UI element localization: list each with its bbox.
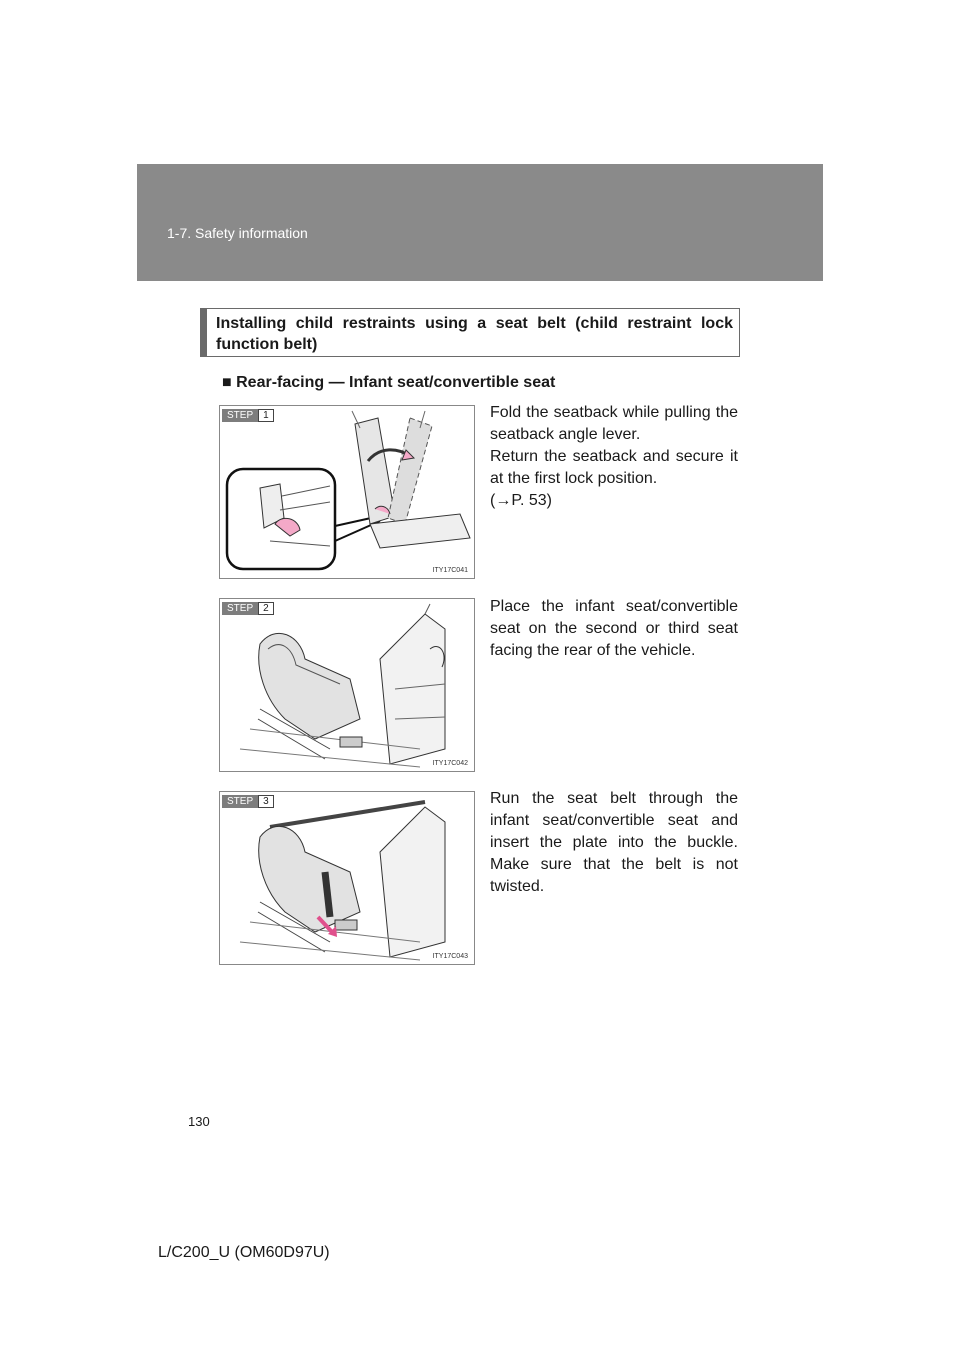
step-number: 2 <box>258 602 274 615</box>
step-1-paragraph: Fold the seatback while pulling the seatback angle lever. <box>490 404 738 443</box>
step-3-paragraph: Run the seat belt through the infant seat/convertible seat and insert the plate into the buckle. Make sure that the belt is not twisted. <box>490 790 738 895</box>
step-label: STEP <box>222 795 258 808</box>
figure-step-2 <box>219 598 475 772</box>
step-number: 1 <box>258 409 274 422</box>
step-2-paragraph: Place the infant seat/convertible seat on the second or third seat facing the rear of the vehicle. <box>490 598 738 659</box>
heading-accent-bar <box>200 309 207 356</box>
section-label: 1-7. Safety information <box>167 225 308 241</box>
step-label: STEP <box>222 602 258 615</box>
step-badge-1 <box>222 409 274 422</box>
step-label: STEP <box>222 409 258 422</box>
figure-code: ITY17C043 <box>432 953 468 960</box>
figure-step-3 <box>219 791 475 965</box>
square-bullet-icon: ■ <box>222 374 232 391</box>
section-heading: Installing child restraints using a seat belt (child restraint lock function belt) <box>216 315 733 353</box>
subheading-text: Rear-facing — Infant seat/convertible seat <box>236 374 556 391</box>
section-heading-box <box>200 308 740 357</box>
infant-seat-placement-illustration <box>220 599 474 771</box>
page-number: 130 <box>188 1114 210 1129</box>
header-band <box>137 164 823 281</box>
figure-code: ITY17C041 <box>432 567 468 574</box>
seat-belt-routing-illustration <box>220 792 474 964</box>
step-number: 3 <box>258 795 274 808</box>
step-1-text <box>490 402 738 512</box>
step-2-text <box>490 596 738 662</box>
subheading <box>222 374 555 392</box>
document-code: L/C200_U (OM60D97U) <box>158 1244 330 1261</box>
step-badge-2 <box>222 602 274 615</box>
step-3-text <box>490 788 738 898</box>
step-1-paragraph: Return the seatback and secure it at the first lock position. <box>490 448 738 487</box>
seatback-fold-illustration <box>220 406 474 578</box>
step-badge-3 <box>222 795 274 808</box>
figure-step-1 <box>219 405 475 579</box>
step-1-reference: (→P. 53) <box>490 492 552 509</box>
figure-code: ITY17C042 <box>432 760 468 767</box>
